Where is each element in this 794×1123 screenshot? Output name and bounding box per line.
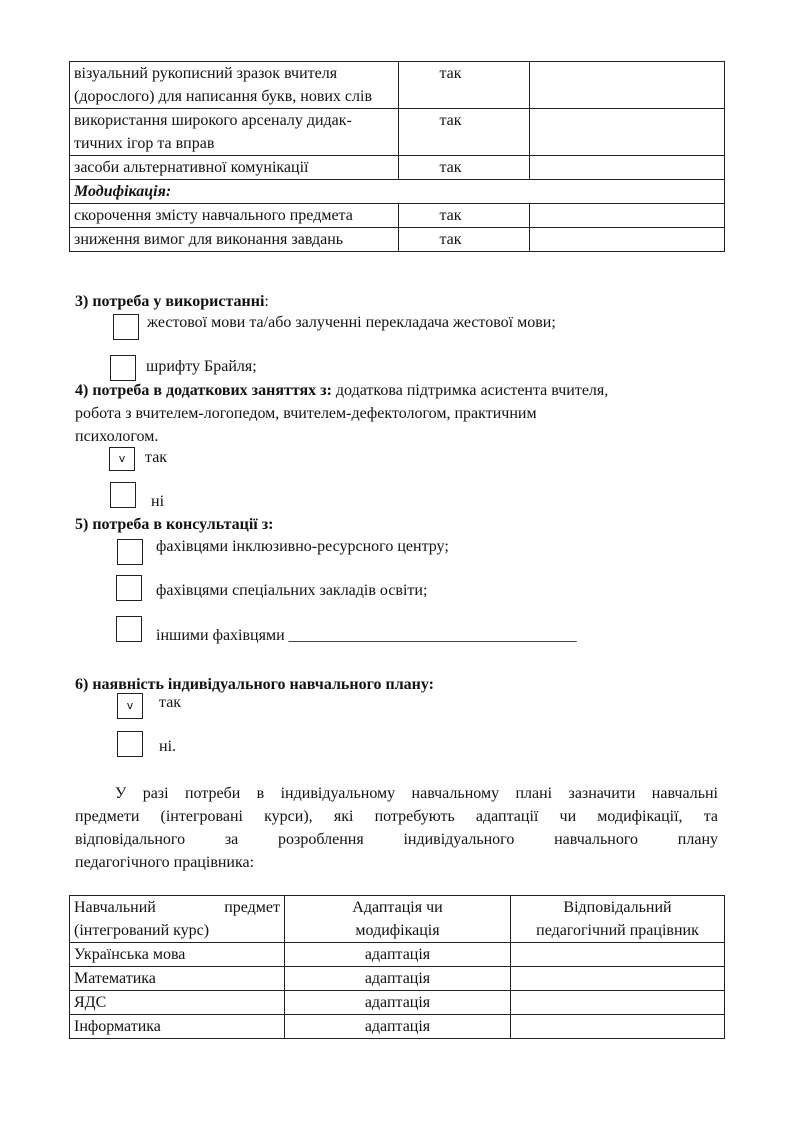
table-cell: так [399,228,529,252]
header-subject [70,896,285,943]
extra-lessons-no-checkbox[interactable] [110,482,136,508]
type-cell: адаптація [285,1015,511,1039]
table-cell: так [399,204,529,228]
table-row [70,1015,725,1039]
paragraph-line: педагогічного працівника: [75,854,255,871]
subject-cell: Українська мова [70,943,285,967]
special-schools-checkbox[interactable] [116,575,142,601]
instructions-paragraph [75,782,718,874]
paragraph-line: відповідального за розроблення індивідуального навчального плану [75,831,718,848]
irc-specialists-checkbox[interactable] [117,539,143,565]
table-cell [529,62,724,109]
responsible-cell [511,991,725,1015]
table-cell [529,156,724,180]
section-4-title: 4) потреба в додаткових заняттях з: [75,382,332,399]
section-3-title: 3) потреба у використанні [75,293,265,310]
section-6-title: 6) наявність індивідуального навчального плану: [75,676,435,693]
header-line: Відповідальний [563,899,672,916]
individual-plan-no-label: ні. [159,738,177,755]
table-cell: так [399,62,529,109]
table-cell: засоби альтернативної комунікації [70,156,399,180]
table-row [70,109,725,156]
table-cell [529,228,724,252]
table-row [70,943,725,967]
header-line: Навчальний предмет [74,899,280,916]
section-4-line3: психологом. [75,428,159,445]
table-cell [529,204,724,228]
table-section-row [70,180,725,204]
braille-checkbox[interactable] [110,355,136,381]
section-4-line2: робота з вчителем-логопедом, вчителем-дефектологом, практичним [75,405,537,422]
sign-language-label: жестової мови та/або залученні перекладача жестової мови; [147,314,556,331]
subject-cell: ЯДС [70,991,285,1015]
table-cell: скорочення змісту навчального предмета [70,204,399,228]
subjects-table [69,895,725,1039]
table-cell: візуальний рукописний зразок вчителя (дорослого) для написання букв, нових слів [70,62,399,109]
table-header-row [70,896,725,943]
special-schools-label: фахівцями спеціальних закладів освіти; [156,582,428,599]
paragraph-line: У разі потреби в індивідуальному навчальному плані зазначити навчальні [115,785,718,802]
table-row [70,62,725,109]
extra-lessons-yes-checkbox[interactable]: v [109,447,135,471]
individual-plan-yes-checkbox[interactable]: v [117,693,143,719]
adaptation-table [69,61,725,252]
header-responsible [511,896,725,943]
table-row [70,228,725,252]
table-cell: так [399,156,529,180]
section-5-title: 5) потреба в консультації з: [75,516,274,533]
header-line: модифікація [355,922,440,939]
subject-cell: Математика [70,967,285,991]
responsible-cell [511,943,725,967]
section-3-heading [75,290,269,313]
other-specialists-checkbox[interactable] [116,616,142,642]
other-specialists-label: іншими фахівцями ____________________________________ [156,627,577,644]
extra-lessons-no-label: ні [151,493,165,510]
extra-lessons-yes-label: так [145,449,168,466]
table-row [70,204,725,228]
paragraph-line: предмети (інтегровані курси), які потребують адаптації чи модифікації, та [75,808,718,825]
table-row [70,156,725,180]
sign-language-checkbox[interactable] [113,314,139,340]
type-cell: адаптація [285,991,511,1015]
responsible-cell [511,967,725,991]
braille-label: шрифту Брайля; [146,358,257,375]
header-line: педагогічний працівник [536,922,699,939]
table-row [70,991,725,1015]
table-cell: так [399,109,529,156]
table-cell: використання широкого арсеналу дидак-тичних ігор та вправ [70,109,399,156]
header-line: Адаптація чи [352,899,443,916]
section-4-line1: додаткова підтримка асистента вчителя, [335,382,609,399]
section-3-colon: : [264,293,269,310]
table-cell [529,109,724,156]
section-5-heading [75,513,274,536]
table-cell: зниження вимог для виконання завдань [70,228,399,252]
type-cell: адаптація [285,943,511,967]
individual-plan-yes-label: так [159,694,182,711]
subject-cell: Інформатика [70,1015,285,1039]
type-cell: адаптація [285,967,511,991]
header-type [285,896,511,943]
irc-specialists-label: фахівцями інклюзивно-ресурсного центру; [156,538,449,555]
section-label: Модифікація: [70,180,725,204]
table-row [70,967,725,991]
individual-plan-no-checkbox[interactable] [117,731,143,757]
responsible-cell [511,1015,725,1039]
section-4-text [75,379,725,448]
header-line: (інтегрований курс) [74,922,210,939]
